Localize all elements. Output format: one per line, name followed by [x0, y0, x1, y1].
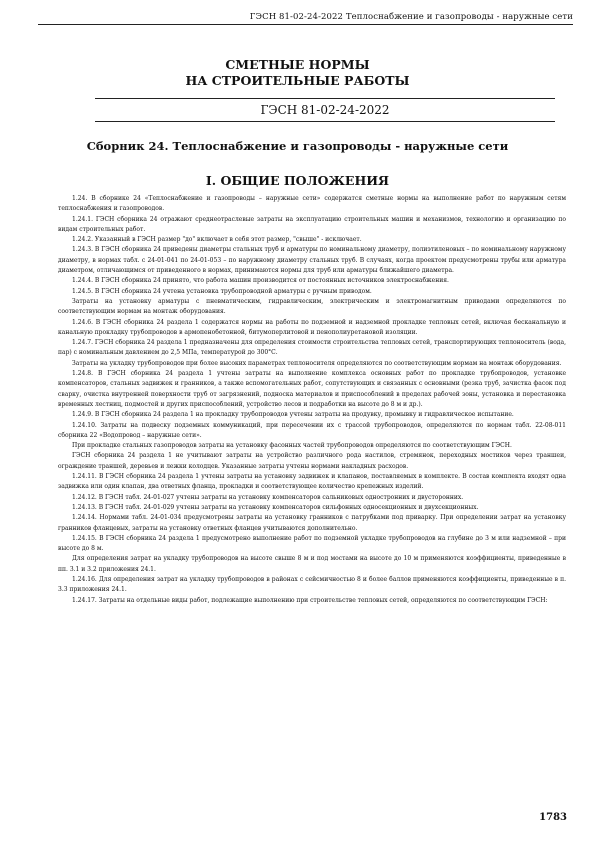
paragraph: 1.24.10. Затраты на подвеску подземных коммуникаций, при пересечении их с трассой трубопроводов, определяются по нормам табл. 22-08-011 сборника 22 «Водопровод – наружные сети». — [58, 421, 566, 439]
paragraph: 1.24. В сборнике 24 «Теплоснабжение и газопроводы – наружные сети» содержатся сметные нормы на выполнение работ по наружным сетям теплоснабжения и газопроводов. — [58, 195, 566, 213]
paragraph: Затраты на укладку трубопроводов при более высоких параметрах теплоносителя определяются по соответствующим нормам на монтаж оборудования. — [72, 359, 562, 367]
paragraph: 1.24.9. В ГЭСН сборника 24 раздела 1 на прокладку трубопроводов учтены затраты на продувку, промывку и гидравлическое испытание. — [72, 411, 514, 419]
main-title-line-2: НА СТРОИТЕЛЬНЫЕ РАБОТЫ — [185, 73, 410, 88]
running-head: ГЭСН 81-02-24-2022 Теплоснабжение и газопроводы - наружные сети — [249, 12, 573, 22]
paragraph: 1.24.6. В ГЭСН сборника 24 раздела 1 содержатся нормы на работы по подземной и надземной прокладке тепловых сетей, включая бесканальную и канальную прокладку трубопроводов в армопенобетонной, битумоперлитовой и пенополиуретановой изоляции. — [58, 318, 566, 336]
page-number: 1783 — [539, 812, 567, 823]
main-title-line-1: СМЕТНЫЕ НОРМЫ — [225, 57, 370, 72]
paragraph: 1.24.7. ГЭСН сборника 24 раздела 1 предназначены для определения стоимости строительства тепловых сетей, транспортирующих теплоноситель (вода, пар) с номинальным давлением до 2,5 МПа, температурой до 300°С. — [58, 339, 566, 357]
paragraph: При прокладке стальных газопроводов затраты на установку фасонных частей трубопроводов определяются по соответствующим ГЭСН. — [72, 442, 512, 450]
norm-code: ГЭСН 81-02-24-2022 — [260, 103, 390, 117]
paragraph: ГЭСН сборника 24 раздела 1 не учитывают затраты на устройство различного рода настилов, стремянок, переходных мостиков через траншеи, ограждение траншей, деревьев и лежки колодцев. Указанные затраты учтены нормами накладных расходов. — [58, 452, 566, 470]
paragraph: 1.24.12. В ГЭСН табл. 24-01-027 учтены затраты на установку компенсаторов сальниковых одностронних и двусторонних. — [72, 493, 464, 501]
paragraph: 1.24.14. Нормами табл. 24-01-034 предусмотрены затраты на установку гранников с патрубками под приварку. При определении затрат на установку гранников фланцевых, затраты на установку ответных фланцев учитываются дополнительно. — [58, 514, 566, 532]
paragraph: 1.24.3. В ГЭСН сборника 24 приведены диаметры стальных труб и арматуры по номинальному диаметру, полиэтиленовых – по номинальному наружному диаметру, в нормах табл. с 24-01-041 по 24-01-053 – по наружному диаметру стальных труб. В случаях, когда проектом предусмотрены трубы или арматура диаметром, отличающимся от приведенного в нормах, принимаются нормы для труб или арматуры ближайшего диаметра. — [58, 246, 566, 275]
paragraph: 1.24.2. Указанный в ГЭСН размер "до" включает в себя этот размер, "свыше" - исключает. — [72, 236, 362, 244]
code-bottom-rule — [95, 121, 555, 122]
code-top-rule — [95, 98, 555, 99]
paragraph: 1.24.16. Для определения затрат на укладку трубопроводов в районах с сейсмичностью 8 и более баллов применяются коэффициенты, приведенные в п. 3.3 приложения 24.1. — [58, 575, 566, 594]
paragraph: 1.24.17. Затраты на отдельные виды работ, подлежащие выполнению при строительстве тепловых сетей, определяются по соответствующим ГЭСН: — [72, 596, 548, 604]
norm-code-block — [95, 98, 555, 122]
main-title — [0, 57, 595, 89]
paragraph: 1.24.13. В ГЭСН табл. 24-01-029 учтены затраты на установку компенсаторов сильфонных односекционных и двухсекционных. — [72, 503, 479, 511]
paragraph: 1.24.4. В ГЭСН сборника 24 принято, что работа машин производится от постоянных источников электроснабжения. — [72, 277, 449, 285]
header-rule — [38, 24, 573, 25]
body-text — [58, 194, 566, 606]
paragraph: 1.24.15. В ГЭСН сборника 24 раздела 1 предусмотрено выполнение работ по подземной укладке трубопроводов на глубине до 3 м или надземной – при высоте до 8 м. — [58, 534, 566, 553]
paragraph: 1.24.5. В ГЭСН сборника 24 учтена установка трубопроводной арматуры с ручным приводом. — [72, 287, 372, 295]
paragraph: 1.24.11. В ГЭСН сборника 24 раздела 1 учтены затраты на установку задвижек и клапанов, поставляемых в комплекте. В состав комплекта входят одна задвижка или один клапан, два ответных фланца, прокладки и соответствующее количество крепежных изделий. — [58, 473, 566, 491]
paragraph: Затраты на установку арматуры с пневматическим, гидравлическим, электрическим и электромагнитным приводами определяются по соответствующим нормам на монтаж оборудования. — [58, 297, 566, 316]
paragraph: 1.24.1. ГЭСН сборника 24 отражают среднеотраслевые затраты на эксплуатацию строительных машин и механизмов, технологию и организацию по видам строительных работ. — [58, 215, 566, 233]
paragraph: 1.24.8. В ГЭСН сборника 24 раздела 1 учтены затраты на выполнение комплекса основных работ по прокладке трубопроводов, установке компенсаторов, стальных задвижек и гранников, а также вспомогательных работ, сопутствующих и связанных с основными (резка труб, зачистка фасок под сварку, очистка внутренней поверхности труб от загрязнений, подноска материалов и приспособлений в пределах рабочей зоны, установка и перестановка временных лестниц, подмостей и других приспособлений, устройство лесов и подработки на высоте до 8 м и др.). — [58, 370, 566, 408]
collection-title: Сборник 24. Теплоснабжение и газопроводы - наружные сети — [86, 139, 509, 153]
section-title: I. ОБЩИЕ ПОЛОЖЕНИЯ — [205, 173, 390, 188]
paragraph: Для определения затрат на укладку трубопроводов на высоте свыше 8 м и под мостами на высоте до 10 м применяются коэффициенты, приведенные в пп. 3.1 и 3.2 приложения 24.1. — [58, 555, 566, 573]
